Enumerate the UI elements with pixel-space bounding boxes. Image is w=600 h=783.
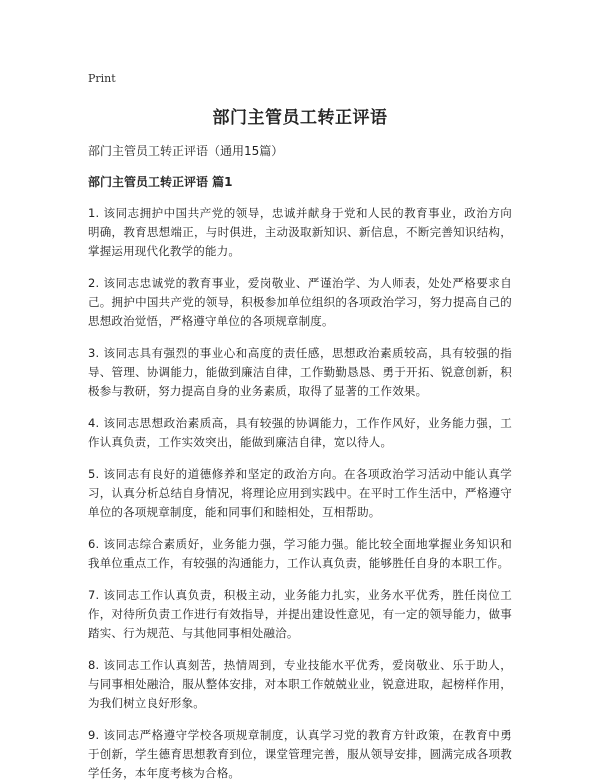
paragraph-6: 6. 该同志综合素质好，业务能力强，学习能力强。能比较全面地掌握业务知识和我单位重点工作，有较强的沟通能力，工作认真负责，能够胜任自身的本职工作。 <box>88 537 512 570</box>
paragraph-7: 7. 该同志工作认真负责，积极主动，业务能力扎实，业务水平优秀，胜任岗位工作，对待所负责工作进行有效指导，并提出建设性意见，有一定的领导能力，做事踏实、行为规范、与其他同事相处融洽。 <box>88 588 512 640</box>
paragraph-5: 5. 该同志有良好的道德修养和坚定的政治方向。在各项政治学习活动中能认真学习，认真分析总结自身情况，将理论应用到实践中。在平时工作生活中，严格遵守单位的各项规章制度，能和同事们和睦相处，互相帮助。 <box>88 467 512 519</box>
paragraph-2: 2. 该同志忠诚党的教育事业，爱岗敬业、严谨治学、为人师表，处处严格要求自己。拥护中国共产党的领导，积极参加单位组织的各项政治学习，努力提高自己的思想政治觉悟，严格遵守单位的各项规章制度。 <box>88 276 512 328</box>
document-subtitle: 部门主管员工转正评语（通用15篇） <box>88 144 284 158</box>
page-title: 部门主管员工转正评语 <box>212 108 388 128</box>
print-label[interactable]: Print <box>88 72 116 85</box>
section-heading: 部门主管员工转正评语 篇1 <box>88 175 233 189</box>
paragraph-9: 9. 该同志严格遵守学校各项规章制度，认真学习党的教育方针政策，在教育中勇于创新，学生德育思想教育到位，课堂管理完善，服从领导安排，圆满完成各项教学任务，本年度考核为合格。 <box>88 728 512 780</box>
paragraph-1: 1. 该同志拥护中国共产党的领导，忠诚并献身于党和人民的教育事业，政治方向明确，教育思想端正，与时俱进，主动汲取新知识、新信息，不断完善知识结构，掌握运用现代化教学的能力。 <box>88 206 512 258</box>
paragraph-8: 8. 该同志工作认真刻苦，热情周到，专业技能水平优秀，爱岗敬业、乐于助人，与同事相处融洽，服从整体安排，对本职工作兢兢业业，锐意进取，起榜样作用，为我们树立良好形象。 <box>88 658 512 710</box>
paragraph-4: 4. 该同志思想政治素质高，具有较强的协调能力，工作作风好，业务能力强，工作认真负责，工作实效突出，能做到廉洁自律，宽以待人。 <box>88 416 512 449</box>
paragraph-3: 3. 该同志具有强烈的事业心和高度的责任感，思想政治素质较高，具有较强的指导、管理、协调能力，能做到廉洁自律，工作勤勤恳恳、勇于开拓、锐意创新，积极参与教研，努力提高自身的业务素质，取得了显著的工作效果。 <box>88 346 512 398</box>
